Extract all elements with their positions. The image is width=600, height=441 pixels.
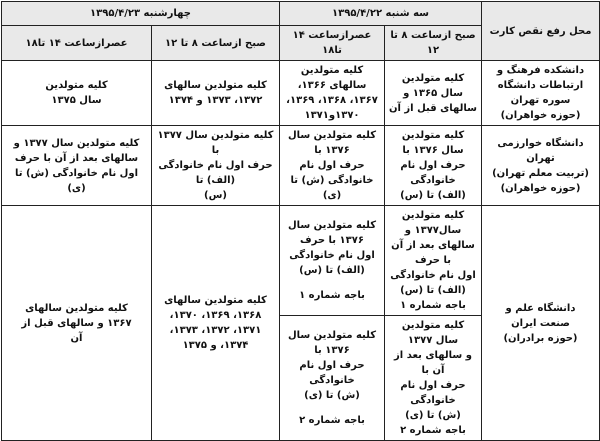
location-line: (تربیت معلم تهران) xyxy=(492,167,589,179)
day1-evening-header: عصرازساعت ۱۴ تا۱۸ xyxy=(280,26,385,61)
location-cell xyxy=(482,126,600,206)
cell-line: کلیه متولدین سال ۱۳۷۷ xyxy=(401,320,465,346)
wed-morning-cell xyxy=(152,126,280,206)
cell-line: (ی) xyxy=(67,182,86,194)
cell-line: و سالهای بعد از آن با xyxy=(394,350,472,376)
location-line: دانشکده فرهنگ و xyxy=(496,65,585,76)
cell-line: کلیه متولدین سال ۱۳۷۷ با xyxy=(157,130,274,156)
wed-evening-cell xyxy=(2,61,152,126)
cell-line: کلیه متولدین سال ۱۳۷۶ با xyxy=(401,130,465,156)
cell-line: حرف اول نام خانوادگی xyxy=(299,360,365,386)
cell-line: کلیه متولدین سالهای xyxy=(25,302,128,314)
cell-line: (الف) تا (س) xyxy=(400,285,466,296)
table-row xyxy=(2,206,600,316)
cell-line: کلیه متولدین سال ۱۳۷۶ با حرف xyxy=(287,220,377,246)
tue-morning-cell xyxy=(385,61,482,126)
location-cell xyxy=(482,206,600,441)
wed-evening-cell xyxy=(2,206,152,441)
cell-line: اول نام خانوادگی (ش) تا xyxy=(14,167,138,179)
cell-line: حرف اول نام خانوادگی (ش) تا xyxy=(290,160,374,186)
location-line: صنعت ایران xyxy=(511,317,570,329)
location-line: دانشگاه علم و xyxy=(505,302,576,314)
cell-line: کلیه متولدین سال ۱۳۷۷ و xyxy=(13,137,140,149)
cell-line: (س) xyxy=(204,190,227,201)
cell-line: (ش) تا (ی) xyxy=(304,390,360,401)
header-row-days xyxy=(2,2,600,26)
cell-line: کلیه متولدین سال ۱۳۶۵ و xyxy=(401,72,465,99)
wed-morning-cell xyxy=(152,61,280,126)
day2-morning-header: صبح ازساعت ۸ تا ۱۲ xyxy=(152,26,280,61)
wed-morning-cell xyxy=(152,206,280,441)
tue-morning-cell xyxy=(385,206,482,316)
table-row xyxy=(2,61,600,126)
tue-morning-cell xyxy=(385,126,482,206)
hall-label: باجه شماره ۱ xyxy=(299,290,365,301)
cell-line: سالهای بعد از آن با حرف xyxy=(391,240,475,266)
cell-line: ۱۳۷۴، و ۱۳۷۵ xyxy=(182,340,249,351)
cell-line: اول نام خانوادگی xyxy=(390,270,476,281)
tue-evening-cell xyxy=(280,316,385,441)
cell-line: (ی) xyxy=(322,190,342,201)
cell-line: (الف) تا (س) xyxy=(400,190,466,201)
cell-line: حرف اول نام خانوادگی (الف) تا xyxy=(158,160,273,186)
day2-evening-header: عصرازساعت ۱۴ تا۱۸ xyxy=(2,26,152,61)
cell-line: کلیه متولدین سالهای xyxy=(164,295,267,306)
cell-line: سال ۱۳۷۵ xyxy=(51,95,102,106)
day1-morning-header: صبح ازساعت ۸ تا ۱۲ xyxy=(385,26,482,61)
hall-label: باجه شماره ۲ xyxy=(400,425,466,436)
cell-line: کلیه متولدین xyxy=(45,80,108,91)
cell-line: حرف اول نام خانوادگی xyxy=(400,160,466,186)
location-line: (حوزه برادران) xyxy=(503,332,578,344)
location-header: محل رفع نقص کارت xyxy=(482,2,600,61)
cell-line: ۱۳۶۸، ۱۳۶۹، ۱۳۷۰، xyxy=(169,310,262,321)
day1-header: سه شنبه ۱۳۹۵/۴/۲۲ xyxy=(280,2,482,26)
tue-evening-cell xyxy=(280,126,385,206)
hall-label: باجه شماره ۲ xyxy=(299,415,365,426)
tue-evening-cell xyxy=(280,61,385,126)
cell-line: ۱۳۷۲، ۱۳۷۳ و ۱۳۷۴ xyxy=(168,95,263,106)
cell-line: کلیه متولدین سال ۱۳۷۶ با xyxy=(287,130,377,156)
cell-line: آن xyxy=(70,332,83,344)
cell-line: سالهای قبل از آن xyxy=(388,102,477,114)
cell-line: ۱۳۷۰و۱۳۷۱ xyxy=(304,110,360,121)
location-cell xyxy=(482,61,600,126)
hall-label: باجه شماره ۱ xyxy=(400,300,466,311)
cell-line: کلیه متولدین سال ۱۳۷۶ با xyxy=(287,330,377,356)
cell-line: کلیه متولدین سالهای ۱۳۶۶، xyxy=(297,65,367,91)
day2-header: چهارشنبه ۱۳۹۵/۴/۲۳ xyxy=(2,2,280,26)
wed-evening-cell xyxy=(2,126,152,206)
tue-evening-cell xyxy=(280,206,385,316)
cell-line: ۱۳۶۷ و سالهای قبل از xyxy=(21,317,132,329)
cell-line: اول نام خانوادگی (الف) تا (س) xyxy=(289,250,375,276)
cell-line: (ش) تا (ی) xyxy=(405,410,461,421)
location-line: (حوزه خواهران) xyxy=(500,110,581,121)
cell-line: کلیه متولدین سال۱۳۷۷ و xyxy=(401,210,465,236)
table-row xyxy=(2,126,600,206)
cell-line: حرف اول نام خانوادگی xyxy=(400,380,466,406)
tue-morning-cell xyxy=(385,316,482,441)
location-line: (حوزه خواهران) xyxy=(500,182,581,194)
cell-line: سالهای بعد از آن با حرف xyxy=(14,152,139,164)
cell-line: کلیه متولدین سالهای xyxy=(164,80,267,91)
location-line: دانشگاه خوارزمی تهران xyxy=(497,137,584,164)
cell-line: ۱۳۶۷، ۱۳۶۸، ۱۳۶۹، xyxy=(286,95,378,106)
cell-line: ۱۳۷۱، ۱۳۷۲، ۱۳۷۳، xyxy=(169,325,262,336)
location-line: ارتباطات دانشگاه سوره تهران xyxy=(497,80,584,106)
schedule-table xyxy=(1,1,600,441)
